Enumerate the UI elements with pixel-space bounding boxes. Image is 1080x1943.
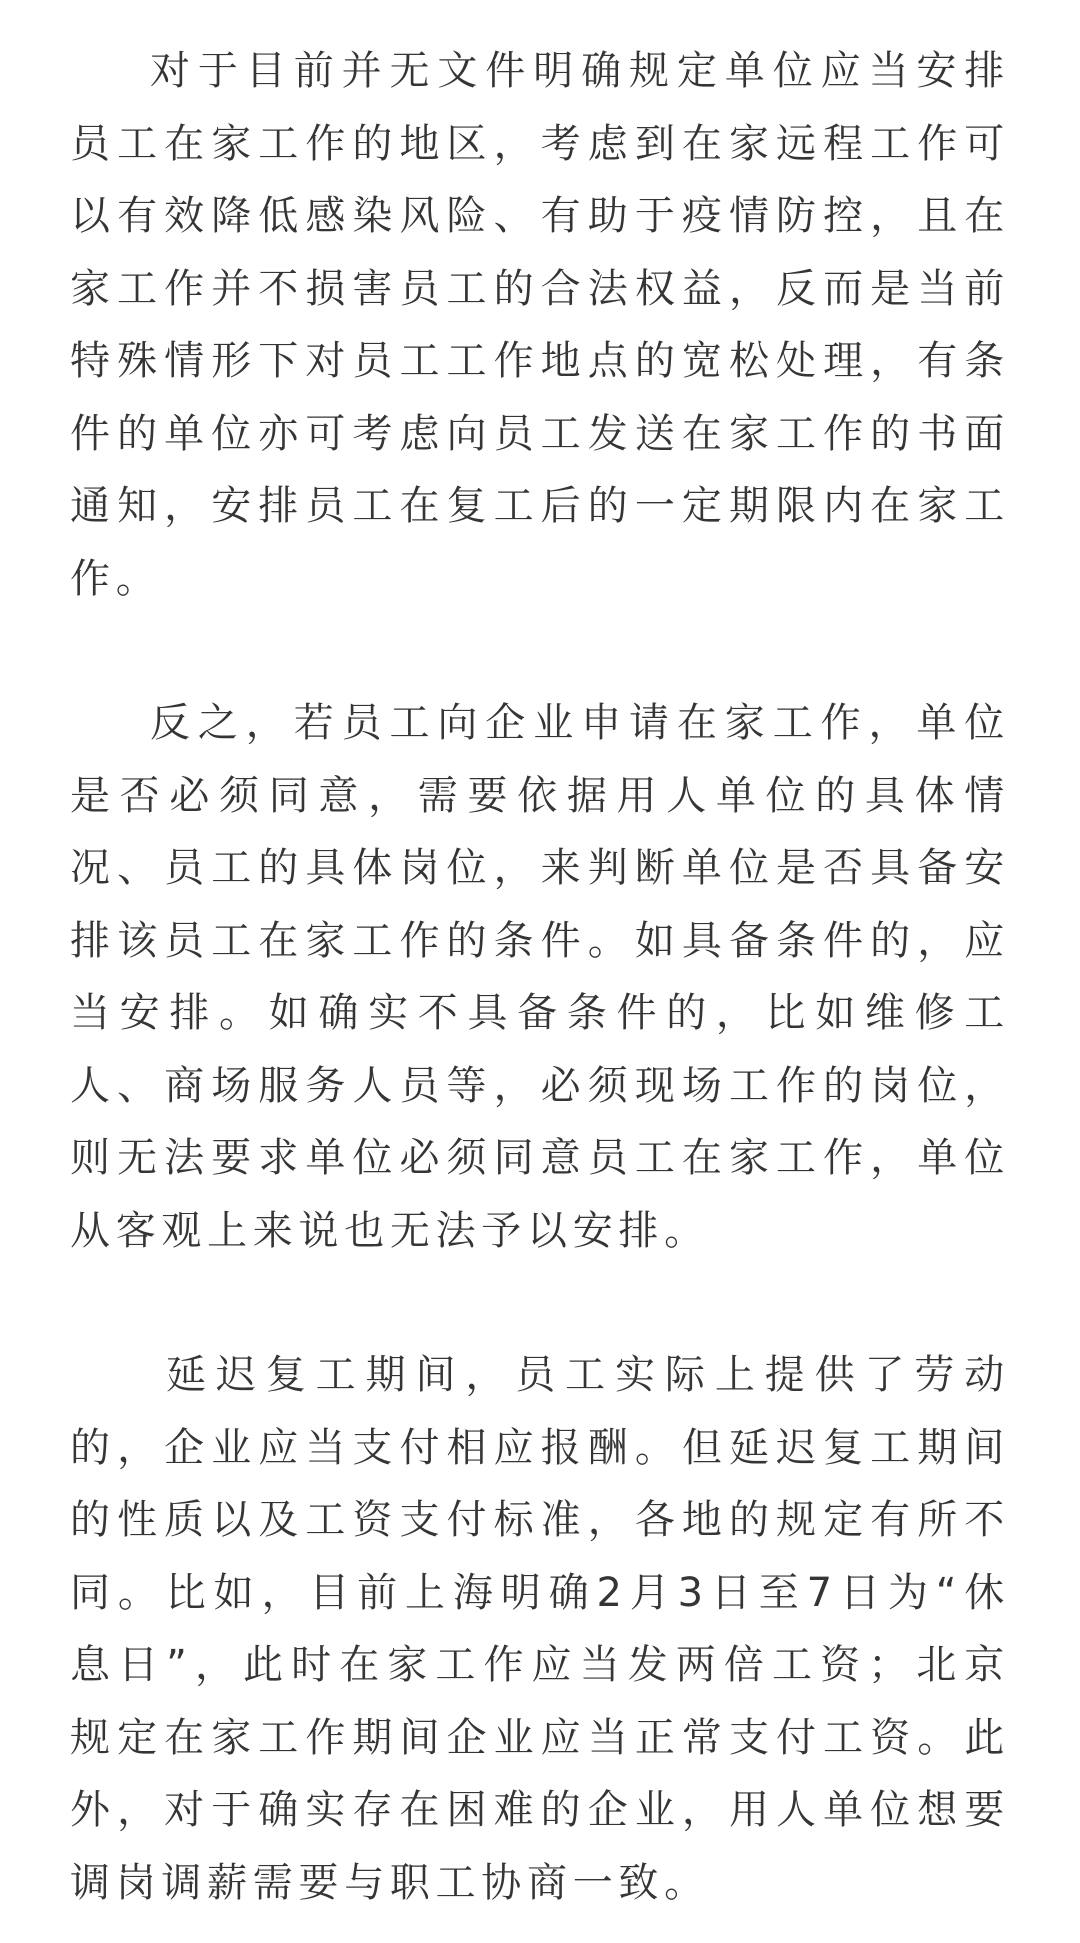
paragraph-work-from-home-notice: 对于目前并无文件明确规定单位应当安排员工在家工作的地区，考虑到在家远程工作可以有效降低感染风险、有助于疫情防控，且在家工作并不损害员工的合法权益，反而是当前特殊情形下对员工工作地点的宽松处理，有条件的单位亦可考虑向员工发送在家工作的书面通知，安排员工在复工后的一定期限内在家工作。 — [70, 48, 1010, 602]
article-body — [70, 35, 1010, 1919]
paragraph-delayed-resumption-pay: 延迟复工期间，员工实际上提供了劳动的，企业应当支付相应报酬。但延迟复工期间的性质以及工资支付标准，各地的规定有所不同。比如，目前上海明确2月3日至7日为“休息日”，此时在家工作应当发两倍工资；北京规定在家工作期间企业应当正常支付工资。此外，对于确实存在困难的企业，用人单位想要调岗调薪需要与职工协商一致。 — [70, 1352, 1010, 1906]
paragraph-employee-request: 反之，若员工向企业申请在家工作，单位是否必须同意，需要依据用人单位的具体情况、员工的具体岗位，来判断单位是否具备安排该员工在家工作的条件。如具备条件的，应当安排。如确实不具备条件的，比如维修工人、商场服务人员等，必须现场工作的岗位，则无法要求单位必须同意员工在家工作，单位从客观上来说也无法予以安排。 — [70, 700, 1010, 1254]
